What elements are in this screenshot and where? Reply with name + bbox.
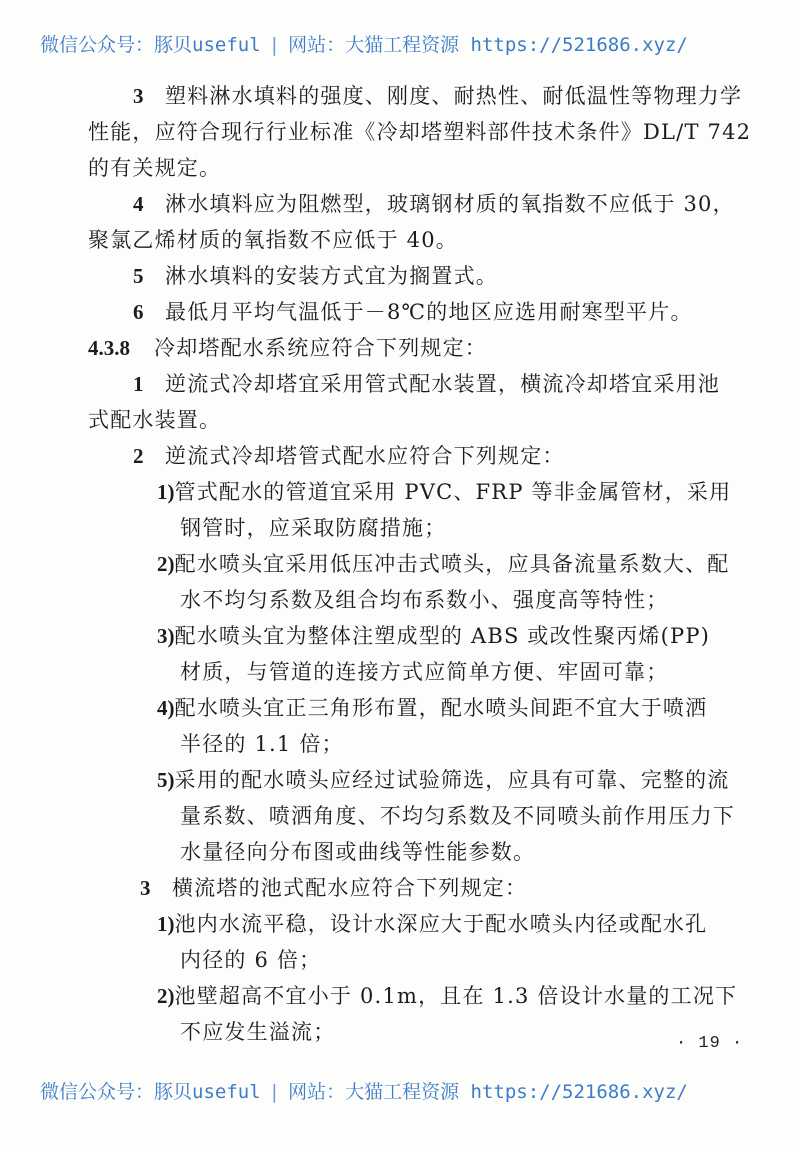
sub-item-2-3-line-1 [157, 622, 710, 650]
clause-text: 最低月平均气温低于－8℃的地区应选用耐寒型平片。 [165, 300, 693, 324]
watermark-wechat: 微信公众号：豚贝useful [40, 1081, 261, 1103]
clause-3-line-1 [133, 82, 742, 110]
section-number: 4.3.8 [88, 336, 130, 360]
section-4-3-8-item-2-heading [133, 442, 565, 470]
clause-number: 5 [133, 264, 145, 288]
sub-item-2-1-line-1 [157, 478, 731, 506]
watermark-website: 网站：大猫工程资源 https://521686.xyz/ [288, 34, 688, 56]
page-number: · 19 · [676, 1034, 744, 1053]
clause-number: 3 [133, 84, 145, 108]
sub-item-number: 3) [157, 624, 175, 648]
sub-item-2-4-line-2: 半径的 1.1 倍； [180, 732, 344, 756]
clause-3-line-3: 的有关规定。 [88, 156, 222, 180]
watermark-separator: | [268, 1081, 281, 1103]
watermark-website: 网站：大猫工程资源 https://521686.xyz/ [288, 1081, 688, 1103]
sub-item-text: 配水喷头宜采用低压冲击式喷头，应具备流量系数大、配 [174, 552, 730, 576]
watermark-header [40, 30, 780, 57]
clause-number: 6 [133, 300, 145, 324]
clause-text: 淋水填料应为阻燃型，玻璃钢材质的氧指数不应低于 30， [165, 192, 735, 216]
clause-text: 横流塔的池式配水应符合下列规定： [172, 876, 528, 900]
sub-item-2-5-line-3: 水量径向分布图或曲线等性能参数。 [180, 840, 536, 864]
clause-text: 逆流式冷却塔宜采用管式配水装置，横流冷却塔宜采用池 [165, 372, 720, 396]
sub-item-2-4-line-1 [157, 694, 707, 722]
clause-text: 淋水填料的安装方式宜为搁置式。 [165, 264, 498, 288]
sub-item-number: 5) [157, 768, 175, 792]
sub-item-2-5-line-1 [157, 766, 730, 794]
section-title: 冷却塔配水系统应符合下列规定： [154, 336, 487, 360]
sub-item-2-3-line-2: 材质，与管道的连接方式应简单方便、牢固可靠； [180, 660, 669, 684]
clause-6-line-1 [133, 298, 693, 326]
clause-number: 4 [133, 192, 145, 216]
sub-item-2-1-line-2: 钢管时，应采取防腐措施； [180, 516, 447, 540]
sub-item-text: 配水喷头宜正三角形布置，配水喷头间距不宜大于喷洒 [174, 696, 708, 720]
sub-item-text: 池内水流平稳，设计水深应大于配水喷头内径或配水孔 [174, 912, 708, 936]
sub-item-number: 2) [157, 984, 175, 1008]
sub-item-2-2-line-2: 水不均匀系数及组合均布系数小、强度高等特性； [180, 588, 669, 612]
section-4-3-8-item-1-line-1 [133, 370, 720, 398]
sub-item-text: 管式配水的管道宜采用 PVC、FRP 等非金属管材，采用 [174, 480, 732, 504]
watermark-footer [40, 1077, 780, 1104]
clause-number: 1 [133, 372, 145, 396]
clause-4-line-2: 聚氯乙烯材质的氧指数不应低于 40。 [88, 228, 458, 252]
sub-item-text: 采用的配水喷头应经过试验筛选，应具有可靠、完整的流 [174, 768, 730, 792]
sub-item-3-2-line-2: 不应发生溢流； [180, 1020, 336, 1044]
clause-text: 塑料淋水填料的强度、刚度、耐热性、耐低温性等物理力学 [165, 84, 743, 108]
sub-item-text: 配水喷头宜为整体注塑成型的 ABS 或改性聚丙烯(PP) [174, 624, 711, 648]
sub-item-3-1-line-2: 内径的 6 倍； [180, 948, 322, 972]
section-4-3-8-item-3-heading [140, 874, 527, 902]
clause-3-line-2: 性能，应符合现行行业标准《冷却塔塑料部件技术条件》DL/T 742 [88, 120, 752, 144]
watermark-separator: | [268, 34, 281, 56]
section-4-3-8-item-1-line-2: 式配水装置。 [88, 408, 222, 432]
clause-5-line-1 [133, 262, 498, 290]
sub-item-number: 1) [157, 480, 175, 504]
sub-item-number: 2) [157, 552, 175, 576]
sub-item-text: 池壁超高不宜小于 0.1m，且在 1.3 倍设计水量的工况下 [174, 984, 738, 1008]
clause-text: 逆流式冷却塔管式配水应符合下列规定： [165, 444, 565, 468]
sub-item-number: 1) [157, 912, 175, 936]
sub-item-3-1-line-1 [157, 910, 707, 938]
sub-item-number: 4) [157, 696, 175, 720]
clause-number: 3 [140, 876, 152, 900]
clause-4-line-1 [133, 190, 735, 218]
clause-number: 2 [133, 444, 145, 468]
sub-item-2-5-line-2: 量系数、喷洒角度、不均匀系数及不同喷头前作用压力下 [180, 804, 735, 828]
watermark-wechat: 微信公众号：豚贝useful [40, 34, 261, 56]
sub-item-3-2-line-1 [157, 982, 737, 1010]
sub-item-2-2-line-1 [157, 550, 730, 578]
section-4-3-8-heading [88, 334, 487, 362]
